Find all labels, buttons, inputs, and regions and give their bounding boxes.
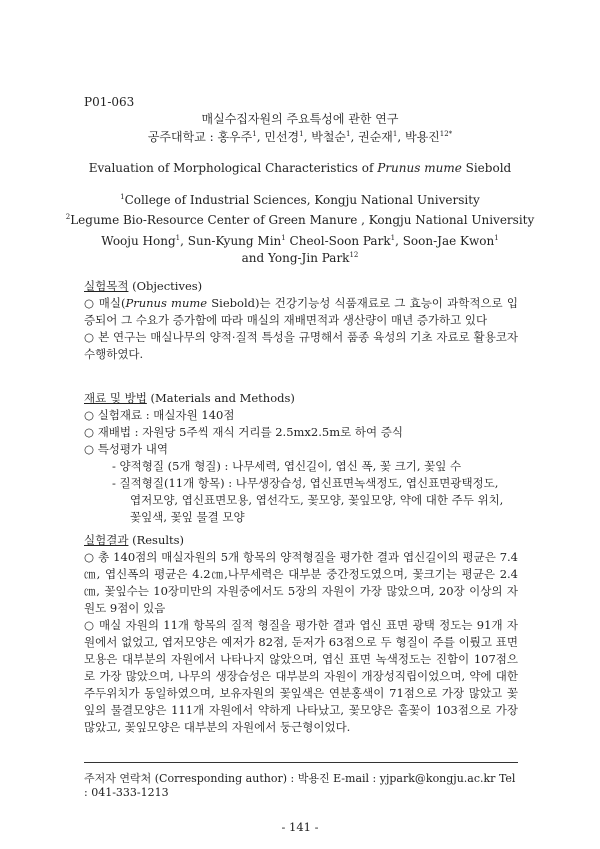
methods-line-2: ○ 재배법 : 자원당 5주씩 재식 거리를 2.5mx2.5m로 하여 증식 [84,425,403,439]
korean-authors: 공주대학교 : 홍우주$^1$, 민선경$^1$, 박철순$^1$, 권순재$^1$, 박용진$^{12*}$ [147,130,453,144]
methods-line-6: 엽저모양, 엽신표면모용, 엽선각도, 꽃모양, 꽃잎모양, 약에 대한 주두 위치, [130,493,504,507]
affiliation-1: $^1$College of Industrial Sciences, Kongju National University [120,193,480,207]
methods-heading: 재료 및 방법 (Materials and Methods) [84,391,295,405]
species-name: Prunus mume [377,161,462,175]
methods-section [84,390,518,526]
objectives-paragraph-2: ○ 본 연구는 매실나무의 양적·질적 특성을 규명해서 품종 육성의 기초 자료로 활용코자 수행하였다. [84,330,518,361]
methods-line-7: 꽃잎색, 꽃잎 물결 모양 [130,510,245,524]
objectives-section [84,278,518,363]
english-authors-line-1: Wooju Hong$^1$, Sun-Kyung Min$^1$ Cheol-Soon Park$^1$, Soon-Jae Kwon$^1$ [101,234,499,248]
english-authors-line-2: and Yong-Jin Park$^{12}$ [241,251,359,265]
results-paragraph-1: ○ 총 140점의 매실자원의 5개 항목의 양적형질을 평가한 결과 엽신길이의 평균은 7.4㎝, 엽신폭의 평균은 4.2㎝,나무세력은 대부분 중간정도였으며, 꽃크기는 평균은 2.4㎝, 꽃잎수는 10장미만의 자원중에서도 5장의 자원이 가장 많았으며, 20장 이상의 자원도 9점이 있음 [84,550,518,615]
page-number: - 141 - [281,820,319,834]
english-title: Evaluation of Morphological Characteristics of Prunus mume Siebold [88,161,512,175]
results-paragraph-2: ○ 매실 자원의 11개 항목의 질적 형질을 평가한 결과 엽신 표면 광택 정도는 91개 자원에서 없었고, 엽저모양은 예저가 82점, 둔저가 63점으로 두 형질이 주를 이뤘고 표면모용은 대부분의 자원에서 나타나지 않았으며, 엽신 표면 녹색정도는 진함이 107점으로 가장 많았으며, 나무의 생장습성은 대부분의 자원이 개장성직립이었으며, 약에 대한 주두위치가 동일하였으며, 보유자원의 꽃잎색은 연분홍색이 71점으로 가장 많았고 꽃잎의 물결모양은 111개 자원에서 약하게 나타났고, 꽃모양은 홑꽃이 103점으로 가장 많았고, 꽃잎모양은 대부분의 자원에서 둥근형이었다. [84,618,518,734]
objectives-heading: 실험목적 (Objectives) [84,279,203,293]
methods-line-3: ○ 특성평가 내역 [84,442,168,456]
corresponding-author-footnote: 주저자 연락처 (Corresponding author) : 박용진 E-mail : yjpark@kongju.ac.kr Tel : 041-333-1213 [84,772,516,799]
results-section [84,532,518,736]
methods-line-1: ○ 실험재료 : 매실자원 140점 [84,408,235,422]
methods-line-4: - 양적형질 (5개 형질) : 나무세력, 엽신길이, 엽신 폭, 꽃 크기, 꽃잎 수 [112,459,462,473]
results-heading: 실험결과 (Results) [84,533,185,547]
abstract-code: P01-063 [84,95,135,109]
affiliation-2: $^2$Legume Bio-Resource Center of Green Manure , Kongju National University [65,213,535,227]
footnote-rule [84,762,518,763]
objectives-paragraph-1: ○ 매실(Prunus mume Siebold)는 건강기능성 식품재료로 그 효능이 과학적으로 입증되어 그 수요가 증가함에 따라 매실의 재배면적과 생산량이 매년 증가하고 있다 [84,296,518,327]
methods-line-5: - 질적형질(11개 항목) : 나무생장습성, 엽신표면녹색정도, 엽신표면광택정도, [112,476,499,490]
korean-title: 매실수집자원의 주요특성에 관한 연구 [201,112,399,126]
